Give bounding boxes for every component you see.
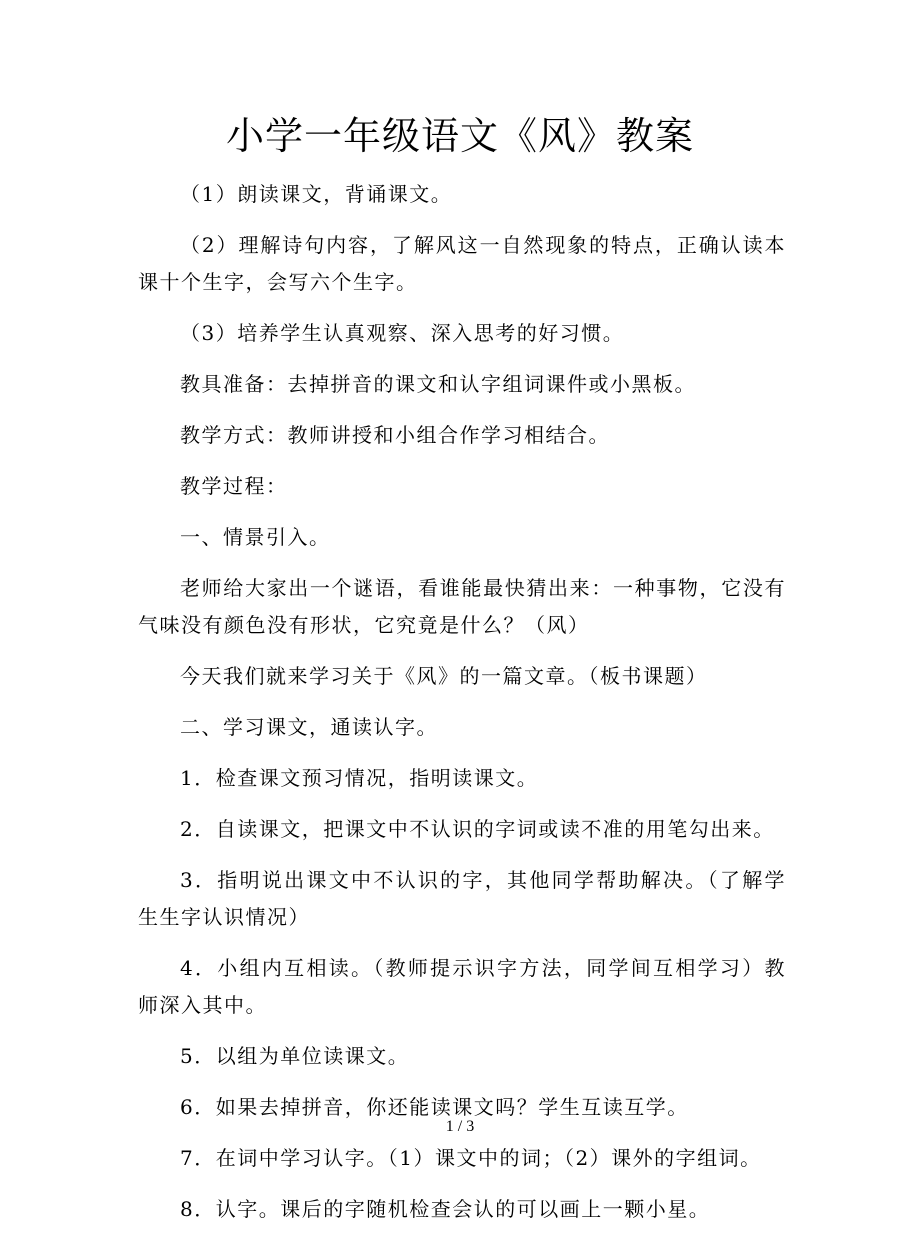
paragraph: 1．检查课文预习情况，指明读课文。: [180, 766, 539, 790]
paragraph: （3）培养学生认真观察、深入思考的好习惯。: [180, 321, 625, 345]
paragraph: 今天我们就来学习关于《风》的一篇文章。（板书课题）: [180, 664, 708, 688]
paragraph: （2）理解诗句内容，了解风这一自然现象的特点，正确认读本课十个生字，会写六个生字。: [138, 233, 786, 294]
paragraph: 4．小组内互相读。（教师提示识字方法，同学间互相学习）教师深入其中。: [138, 956, 786, 1017]
paragraph: 5．以组为单位读课文。: [180, 1044, 410, 1068]
paragraph: 一、情景引入。: [180, 525, 331, 549]
paragraph: 8．认字。课后的字随机检查会认的可以画上一颗小星。: [180, 1197, 711, 1221]
paragraph: （1）朗读课文，背诵课文。: [180, 182, 453, 206]
paragraph: 教学方式：教师讲授和小组合作学习相结合。: [180, 423, 610, 447]
paragraph: 3．指明说出课文中不认识的字，其他同学帮助解决。（了解学生生字认识情况）: [138, 868, 786, 929]
document-title: 小学一年级语文《风》教案: [225, 114, 694, 158]
paragraph: 教学过程：: [180, 474, 288, 498]
paragraph: 2．自读课文，把课文中不认识的字词或读不准的用笔勾出来。: [180, 817, 775, 841]
document-body: [138, 176, 786, 1242]
paragraph: 二、学习课文，通读认字。: [180, 715, 438, 739]
paragraph: 6．如果去掉拼音，你还能读课文吗？学生互读互学。: [180, 1095, 689, 1119]
paragraph: 7．在词中学习认字。（1）课文中的词；（2）课外的字组词。: [180, 1146, 762, 1170]
page-number: 1 / 3: [445, 1118, 475, 1135]
paragraph: 老师给大家出一个谜语，看谁能最快猜出来：一种事物，它没有气味没有颜色没有形状，它究竟是什么？（风）: [138, 576, 786, 637]
paragraph: 教具准备：去掉拼音的课文和认字组词课件或小黑板。: [180, 372, 696, 396]
